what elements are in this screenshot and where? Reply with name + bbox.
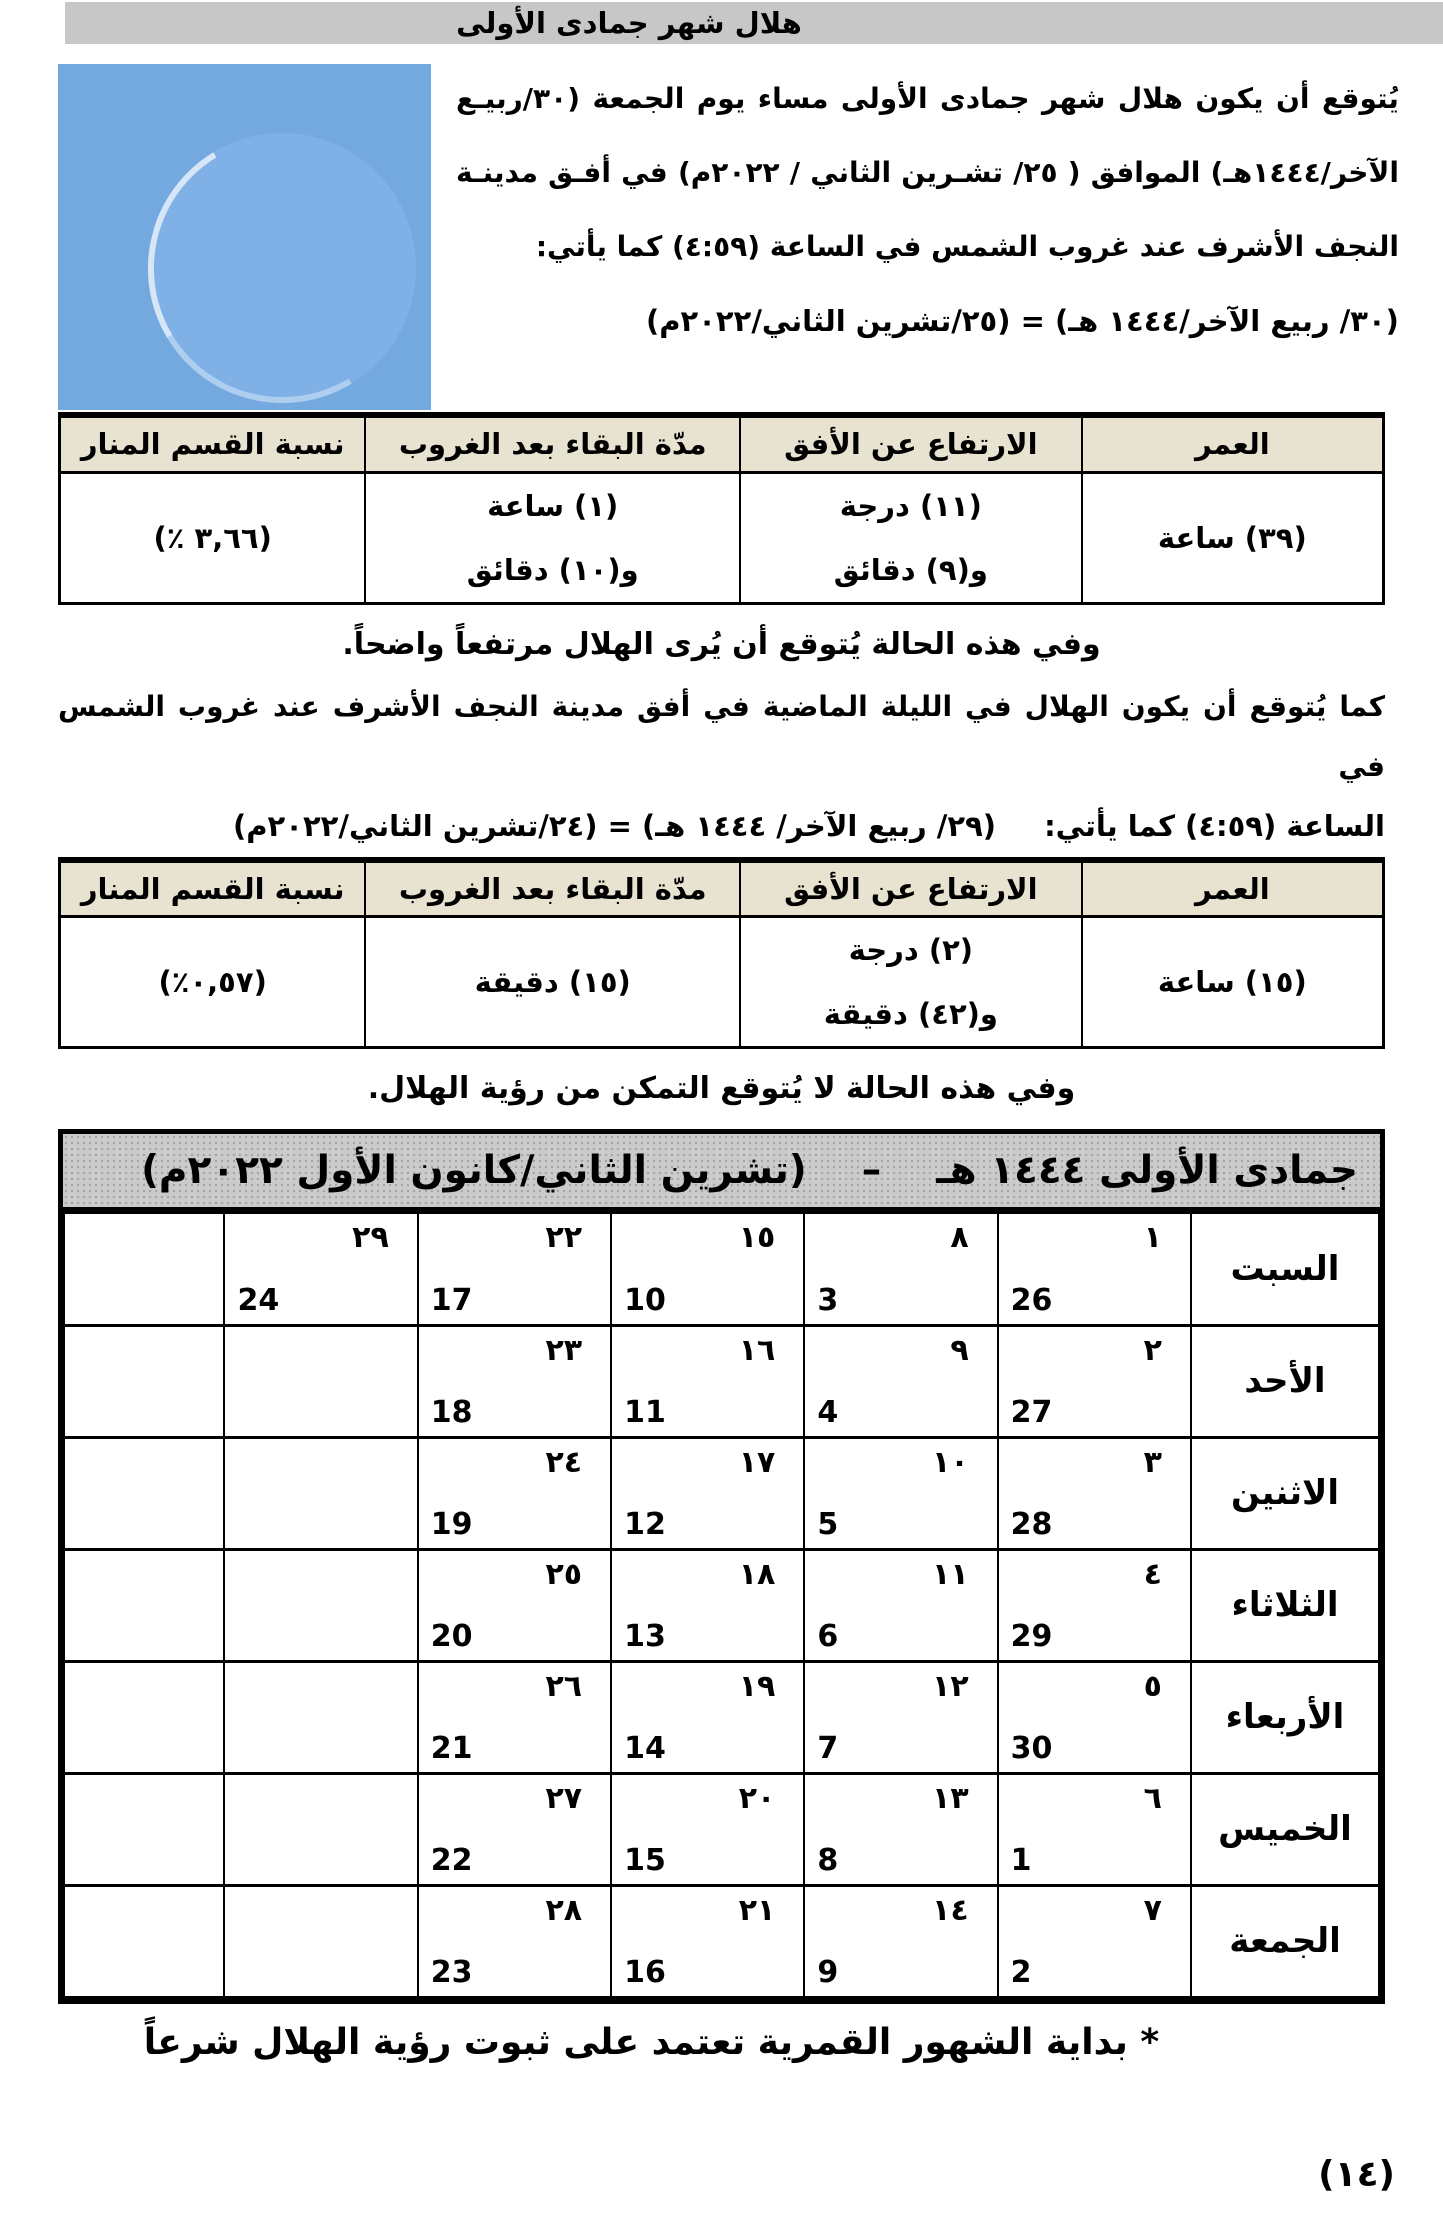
calendar-row-sunday [64, 1325, 1379, 1437]
cell-age: (٣٩) ساعة [1082, 472, 1384, 603]
calendar-title-bar [63, 1134, 1380, 1212]
calendar-cell [998, 1885, 1191, 1997]
calendar-cell [224, 1885, 417, 1997]
date-equation-2: (٢٩/ ربيع الآخر/ ١٤٤٤ هـ) = (٢٤/تشرين الثاني/٢٠٢٢م) [233, 808, 997, 843]
calendar-cell [804, 1885, 997, 1997]
hijri-date: ٢٠ [738, 1780, 776, 1816]
calendar-cell-empty [64, 1549, 224, 1661]
day-name: الأربعاء [1191, 1661, 1379, 1773]
gregorian-date: 12 [624, 1506, 666, 1542]
table2-header-row [60, 860, 1384, 917]
page-title: هلال شهر جمادى الأولى [456, 6, 802, 40]
hijri-date: ١٦ [738, 1332, 776, 1368]
gregorian-date: 16 [624, 1954, 666, 1990]
gregorian-date: 23 [430, 1954, 473, 1990]
calendar-cell [224, 1213, 417, 1325]
calendar-cell-empty [64, 1661, 224, 1773]
hijri-date: ٤ [1143, 1556, 1162, 1592]
hijri-date: ١١ [932, 1556, 969, 1592]
hilal-data-table-2 [58, 857, 1385, 1050]
table2-data-row [60, 917, 1384, 1048]
calendar-cell [804, 1437, 997, 1549]
cell-duration: (١٥) دقيقة [365, 917, 740, 1048]
calendar-cell [418, 1773, 611, 1885]
gregorian-date: 5 [817, 1506, 839, 1542]
calendar-row-saturday [64, 1213, 1379, 1325]
day-name: الثلاثاء [1191, 1549, 1379, 1661]
hijri-date: ٩ [950, 1332, 969, 1368]
gregorian-date: 29 [1010, 1618, 1053, 1654]
header-altitude: الارتفاع عن الأفق [740, 860, 1082, 917]
gregorian-date: 11 [624, 1394, 666, 1430]
calendar-row-friday [64, 1885, 1379, 1997]
footnote: * بداية الشهور القمرية تعتمد على ثبوت رؤية الهلال شرعاً [143, 2021, 1160, 2063]
calendar-cell [611, 1773, 804, 1885]
calendar-cell [611, 1549, 804, 1661]
hijri-date: ١ [1143, 1220, 1162, 1255]
calendar-cell [804, 1325, 997, 1437]
gregorian-date: 7 [817, 1730, 839, 1766]
hijri-date: ٢٤ [545, 1444, 583, 1480]
calendar-cell [418, 1885, 611, 1997]
hijri-date: ١٢ [932, 1668, 969, 1704]
cell-altitude [740, 472, 1082, 603]
intro-line-1: يُتوقع أن يكون هلال شهر جمادى الأولى مساء يوم الجمعة (٣٠/ربيـع [456, 82, 1399, 115]
gregorian-date: 26 [1010, 1282, 1053, 1318]
moon-crescent-arc [119, 105, 431, 410]
page-title-bar [65, 2, 1443, 44]
calendar-title-hijri: جمادى الأولى ١٤٤٤ هـ [936, 1148, 1358, 1193]
calendar-cell [418, 1213, 611, 1325]
hijri-date: ١٧ [738, 1444, 776, 1480]
calendar-cell [418, 1661, 611, 1773]
gregorian-date: 27 [1010, 1394, 1053, 1430]
altitude-degrees: (٢) درجة [848, 933, 974, 967]
calendar-cell [611, 1437, 804, 1549]
gregorian-date: 28 [1010, 1506, 1053, 1542]
calendar-cell [998, 1213, 1191, 1325]
cell-age: (١٥) ساعة [1082, 917, 1384, 1048]
calendar-title-gregorian: (تشرين الثاني/كانون الأول ٢٠٢٢م) [141, 1148, 807, 1193]
gregorian-date: 15 [624, 1842, 666, 1878]
page-number: (١٤) [1318, 2154, 1395, 2195]
header-illumination: نسبة القسم المنار [60, 860, 366, 917]
gregorian-date: 17 [430, 1282, 473, 1318]
calendar-row-tuesday [64, 1549, 1379, 1661]
paragraph2-line1: كما يُتوقع أن يكون الهلال في الليلة الماضية في أفق مدينة النجف الأشرف عند غروب الشمس في [58, 689, 1385, 783]
calendar-cell [998, 1773, 1191, 1885]
hijri-date: ٢٧ [545, 1780, 583, 1816]
hijri-date: ١٨ [738, 1556, 776, 1592]
gregorian-date: 24 [237, 1282, 280, 1318]
calendar-cell [224, 1661, 417, 1773]
hijri-date: ٨ [950, 1220, 969, 1255]
hijri-date: ٣ [1143, 1444, 1162, 1480]
month-calendar [58, 1129, 1385, 2004]
calendar-row-wednesday [64, 1661, 1379, 1773]
calendar-title-separator: – [861, 1148, 882, 1193]
hijri-date: ٢ [1143, 1332, 1162, 1368]
note-after-table2: وفي هذه الحالة لا يُتوقع التمكن من رؤية الهلال. [367, 1071, 1076, 1106]
hijri-date: ٢٦ [545, 1668, 583, 1704]
calendar-row-thursday [64, 1773, 1379, 1885]
hijri-date: ٢٨ [545, 1892, 583, 1928]
calendar-row-monday [64, 1437, 1379, 1549]
gregorian-date: 19 [430, 1506, 473, 1542]
gregorian-date: 20 [430, 1618, 473, 1654]
day-name: الجمعة [1191, 1885, 1379, 1997]
paragraph2-line2 [58, 797, 1385, 855]
hijri-date: ٢٥ [545, 1556, 583, 1592]
header-duration: مدّة البقاء بعد الغروب [365, 415, 740, 472]
calendar-cell [804, 1549, 997, 1661]
gregorian-date: 21 [430, 1730, 473, 1766]
calendar-cell [611, 1885, 804, 1997]
calendar-cell [998, 1325, 1191, 1437]
altitude-degrees: (١١) درجة [839, 488, 982, 523]
calendar-cell-empty [64, 1773, 224, 1885]
calendar-cell [998, 1661, 1191, 1773]
header-altitude: الارتفاع عن الأفق [740, 415, 1082, 472]
crescent-moon-photo [58, 64, 431, 410]
hijri-date: ١٥ [738, 1220, 776, 1255]
calendar-cell [804, 1661, 997, 1773]
duration-minutes: و(١٠) دقائق [466, 552, 639, 587]
gregorian-date: 14 [624, 1730, 666, 1766]
hijri-date: ٥ [1143, 1668, 1162, 1704]
calendar-cell [998, 1549, 1191, 1661]
cell-altitude [740, 917, 1082, 1048]
intro-line-3: النجف الأشرف عند غروب الشمس في الساعة (٤:٥٩) كما يأتي: [535, 230, 1399, 263]
day-name: الاثنين [1191, 1437, 1379, 1549]
calendar-cell [224, 1773, 417, 1885]
calendar-cell [418, 1437, 611, 1549]
intro-section [58, 62, 1399, 410]
day-name: الخميس [1191, 1773, 1379, 1885]
main-content [58, 412, 1385, 1115]
calendar-cell-empty [64, 1437, 224, 1549]
duration-hours: (١) ساعة [487, 488, 619, 523]
intro-paragraph [456, 62, 1399, 410]
calendar-cell [418, 1549, 611, 1661]
calendar-cell [998, 1437, 1191, 1549]
gregorian-date: 8 [817, 1842, 839, 1878]
calendar-grid [63, 1212, 1380, 1999]
header-duration: مدّة البقاء بعد الغروب [365, 860, 740, 917]
hijri-date: ١٣ [932, 1780, 969, 1816]
calendar-cell [611, 1213, 804, 1325]
altitude-minutes: و(٤٢) دقيقة [823, 997, 998, 1031]
gregorian-date: 22 [430, 1842, 473, 1878]
hijri-date: ١٩ [738, 1668, 776, 1704]
calendar-cell-empty [64, 1885, 224, 1997]
date-equation-1: (٣٠/ ربيع الآخر/١٤٤٤ هـ) = (٢٥/تشرين الثاني/٢٠٢٢م) [646, 304, 1399, 338]
gregorian-date: 6 [817, 1618, 839, 1654]
calendar-cell [224, 1437, 417, 1549]
calendar-cell-empty [64, 1213, 224, 1325]
gregorian-date: 9 [817, 1954, 839, 1990]
header-age: العمر [1082, 415, 1384, 472]
calendar-cell [224, 1549, 417, 1661]
calendar-cell [804, 1213, 997, 1325]
calendar-cell [804, 1773, 997, 1885]
hilal-data-table-1 [58, 412, 1385, 605]
header-age: العمر [1082, 860, 1384, 917]
table1-header-row [60, 415, 1384, 472]
gregorian-date: 18 [430, 1394, 473, 1430]
cell-illumination: (٣,٦٦ ٪) [60, 472, 366, 603]
intro-line-2: الآخر/١٤٤٤هـ) الموافق ( ٢٥/ تشـرين الثاني / ٢٠٢٢م) في أفـق مدينـة [456, 156, 1399, 189]
gregorian-date: 2 [1010, 1954, 1032, 1990]
hijri-date: ٦ [1143, 1780, 1162, 1816]
calendar-cell [611, 1325, 804, 1437]
hijri-date: ١٠ [932, 1444, 969, 1480]
hijri-date: ٧ [1143, 1892, 1162, 1928]
gregorian-date: 4 [817, 1394, 839, 1430]
hijri-date: ٢١ [738, 1892, 776, 1928]
calendar-cell-empty [64, 1325, 224, 1437]
calendar-cell [611, 1661, 804, 1773]
table1-data-row [60, 472, 1384, 603]
day-name: الأحد [1191, 1325, 1379, 1437]
gregorian-date: 1 [1010, 1842, 1032, 1878]
cell-duration [365, 472, 740, 603]
document-page [0, 2, 1443, 2233]
cell-illumination: (٠,٥٧٪) [60, 917, 366, 1048]
calendar-cell [224, 1325, 417, 1437]
hijri-date: ٢٣ [545, 1332, 583, 1368]
hijri-date: ١٤ [932, 1892, 969, 1928]
paragraph2-time: الساعة (٤:٥٩) كما يأتي: [1044, 808, 1385, 843]
header-illumination: نسبة القسم المنار [60, 415, 366, 472]
gregorian-date: 10 [624, 1282, 666, 1318]
note-after-table1: وفي هذه الحالة يُتوقع أن يُرى الهلال مرتفعاً واضحاً. [342, 626, 1101, 662]
calendar-cell [418, 1325, 611, 1437]
altitude-minutes: و(٩) دقائق [833, 552, 988, 587]
day-name: السبت [1191, 1213, 1379, 1325]
hijri-date: ٢٩ [352, 1220, 389, 1255]
gregorian-date: 13 [624, 1618, 666, 1654]
hijri-date: ٢٢ [545, 1220, 583, 1255]
gregorian-date: 30 [1010, 1730, 1053, 1766]
gregorian-date: 3 [817, 1282, 839, 1318]
